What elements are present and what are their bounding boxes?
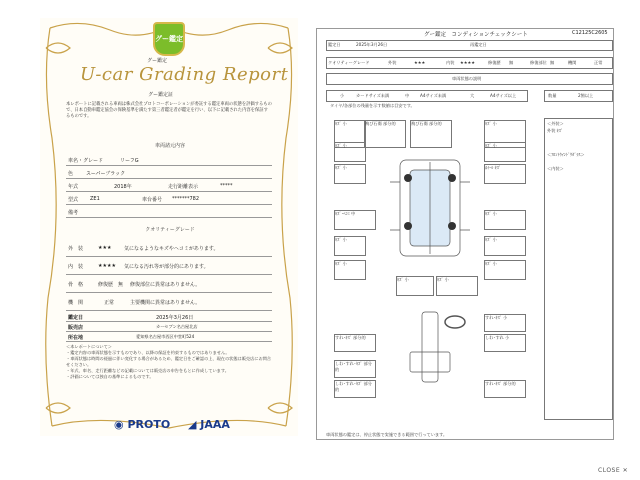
sheet-repair-area-value: 無: [550, 60, 555, 65]
damage-box: ｷｽﾞ 小: [484, 260, 526, 280]
chassis-label: 車台番号: [142, 197, 163, 203]
sheet-ext-value: ★★★: [414, 60, 426, 65]
damage-box: ｷｽﾞ 小: [484, 120, 526, 148]
field-value: スーパーブラック: [86, 171, 126, 177]
interior-box: すれ･ｷｽﾞ 小: [484, 314, 526, 332]
damage-box: 飛び石傷 部分的: [364, 120, 406, 148]
interior-box: すれ･ｷｽﾞ 部分的: [484, 380, 526, 398]
legend-item: カードサイズ未満: [356, 93, 390, 98]
damage-box: ｷｽﾞ 小: [484, 210, 526, 230]
grade-stars: ★★★★: [98, 263, 116, 269]
sheet-footer: 車両状態の鑑定は、停止状態で実施できる範囲で行っています。: [326, 432, 448, 437]
mileage-value: *****: [220, 183, 233, 189]
field-label: 備考: [68, 210, 79, 216]
field-label: 車名・グレード: [68, 158, 104, 164]
grade-stars: 修復歴: [98, 282, 114, 288]
inspection-date-label: 鑑定日: [68, 315, 84, 321]
damage-box: 飛び石傷 部分的: [410, 120, 452, 148]
script-title: U-car Grading Report: [80, 64, 289, 85]
grade-label: 外 装: [68, 246, 84, 252]
grade-label: 骨 格: [68, 282, 84, 288]
field-value: リーフG: [120, 158, 139, 164]
tire-note: タイヤ/各部位の残量を示す数値は目安です。: [330, 103, 415, 108]
legend-item: A4サイズ未満: [420, 93, 447, 98]
grade-desc: 主要機関に異常はありません。: [130, 300, 201, 306]
inspection-date: 2025年3月26日: [156, 315, 194, 321]
grade-desc: 気になるようなキズやヘコミがあります。: [124, 246, 219, 252]
grade-row: [66, 258, 272, 275]
grade-row: [66, 294, 272, 311]
field-row: [66, 154, 272, 166]
damage-box: ｷｽﾞ 小: [396, 276, 434, 296]
field-row: [66, 193, 272, 205]
count-label: 数量: [548, 93, 557, 98]
intro-paragraph: 本レポートに記載される車両は株式会社プロトコーポレーションが委託する鑑定車両の状態を評価するもので、日本自動車鑑定協会の保険基準を満たす第三者鑑定者が鑑定を行い、以下に記載された内容を保証するものです。: [66, 102, 272, 120]
interior-box: しわ･すれ･ｷｽﾞ 部分的: [334, 360, 376, 378]
sheet-repair-label: 修復歴: [488, 60, 501, 65]
sheet-repair-area-label: 修復部位: [530, 60, 547, 65]
sheet-ext-label: 外装: [388, 60, 397, 65]
interior-box: しわ･すれ･ｷｽﾞ 部分的: [334, 380, 376, 398]
legend-item: 大: [470, 93, 475, 98]
field-label: 色: [68, 171, 74, 177]
damage-box: ｷｽﾞ 小: [334, 164, 366, 184]
grade-row: [66, 240, 272, 257]
grade-stars: ★★★: [98, 245, 112, 251]
damage-box: ｷｽﾞ 小: [334, 260, 366, 280]
sheet-int-value: ★★★★: [460, 60, 476, 65]
mileage-label: 走行距離表示: [168, 184, 199, 190]
grade-label: 機 関: [68, 300, 84, 306]
proto-logo: ◉ PROTO: [114, 418, 171, 431]
notes: [66, 344, 272, 380]
explain-title: 車両状態の説明: [452, 76, 482, 81]
field-row: [66, 206, 272, 218]
interior-box: しわ･すれ 小: [484, 334, 526, 352]
location-row: [66, 332, 272, 342]
shop-value: カーセブン名古屋北店: [156, 324, 198, 329]
legend-item: 中: [405, 93, 410, 98]
date-row: [66, 312, 272, 322]
field-value: 2018年: [114, 184, 132, 190]
damage-box: ｷｽﾞ 小: [436, 276, 478, 296]
badge-caption: グー鑑定: [147, 58, 168, 64]
damage-box: ｷｽﾞ 小: [484, 236, 526, 256]
damage-box: ﾎｲｰﾙ ｷｽﾞ: [484, 164, 526, 184]
close-icon: ✕: [622, 467, 629, 474]
location-label: 所在地: [68, 335, 84, 341]
sheet-repair-value: 無: [509, 60, 514, 65]
sheet-quality-label: クオリティーグレード: [328, 60, 370, 65]
sheet-engine-value: 正常: [594, 60, 603, 65]
damage-box: ｷｽﾞ 小: [334, 142, 366, 162]
close-button[interactable]: CLOSE ✕: [598, 467, 629, 474]
side-notes: [544, 118, 613, 420]
grade-extra: 正常: [104, 300, 115, 306]
grade-extra: 無: [118, 282, 124, 288]
side-note: ＜ﾌﾛﾝﾄｳｲﾝﾄﾞｳｶﾞﾗｽ＞: [547, 152, 585, 157]
sheet-date-label: 鑑定日: [328, 42, 341, 47]
location-value: 愛知県名古屋市西区中堂町524: [136, 334, 195, 339]
grade-row: [66, 276, 272, 293]
side-note: ＜内装＞: [547, 166, 564, 171]
grade-label: 内 装: [68, 264, 84, 270]
field-value: ZE1: [90, 196, 100, 202]
shop-label: 販売店: [68, 325, 84, 331]
note-item: ・鑑定内容の車両状態を示すものであり、以降の保証を約束するものではありません。: [66, 350, 230, 355]
sheet-code: C12125C2605: [572, 30, 608, 36]
legend-item: 小: [340, 93, 345, 98]
notes-heading: ＜本レポートについて＞: [66, 344, 112, 349]
reinspect-label: 再鑑定日: [470, 42, 487, 47]
vehicle-section-title: 車両諸元内容: [154, 143, 185, 149]
quality-section-title: クオリティーグレード: [145, 227, 195, 233]
grade-desc: 気になる汚れ等が部分的にあります。: [124, 264, 209, 270]
interior-box: すれ･ｷｽﾞ 部分的: [334, 334, 376, 352]
field-label: 型式: [68, 197, 79, 203]
goo-badge: グー鑑定: [153, 22, 185, 56]
shop-row: [66, 322, 272, 332]
sheet-title: グー鑑定 コンディションチェックシート: [424, 32, 528, 38]
count-value: 2箇以上: [578, 93, 594, 98]
grade-desc: 修復部位に異常はありません。: [130, 282, 201, 288]
field-row: [66, 180, 272, 192]
damage-box: ｷｽﾞ･ﾍｺﾐ 中: [334, 210, 376, 230]
sheet-date-value: 2025年3月26日: [356, 42, 388, 47]
note-item: ・年式、車名、走行距離などの記載については販売店の申告をもとに作成しています。: [66, 368, 229, 373]
damage-box: ｷｽﾞ 小: [334, 236, 366, 256]
field-row: [66, 167, 272, 179]
note-item: ・評価については独自の基準によるものです。: [66, 374, 154, 379]
sheet-engine-label: 機関: [568, 60, 577, 65]
jaaa-logo: ◢ JAAA: [188, 418, 230, 431]
certificate-title: グー鑑定証: [148, 92, 174, 98]
side-note: ＜外装＞: [547, 121, 564, 126]
chassis-value: *******782: [172, 196, 200, 202]
damage-box: ｷｽﾞ 小: [334, 120, 366, 148]
legend-item: A4サイズ以上: [490, 93, 517, 98]
damage-box: ｷｽﾞ 小: [484, 142, 526, 162]
side-note: 外装 ｷｽﾞ: [547, 128, 563, 133]
field-label: 年式: [68, 184, 79, 190]
sheet-int-label: 内装: [446, 60, 455, 65]
note-item: ・車両状態は時間の経過に伴い変化する場合があるため、鑑定日をご確認の上、現在の状態は販売店にお問合せください。: [66, 356, 272, 367]
